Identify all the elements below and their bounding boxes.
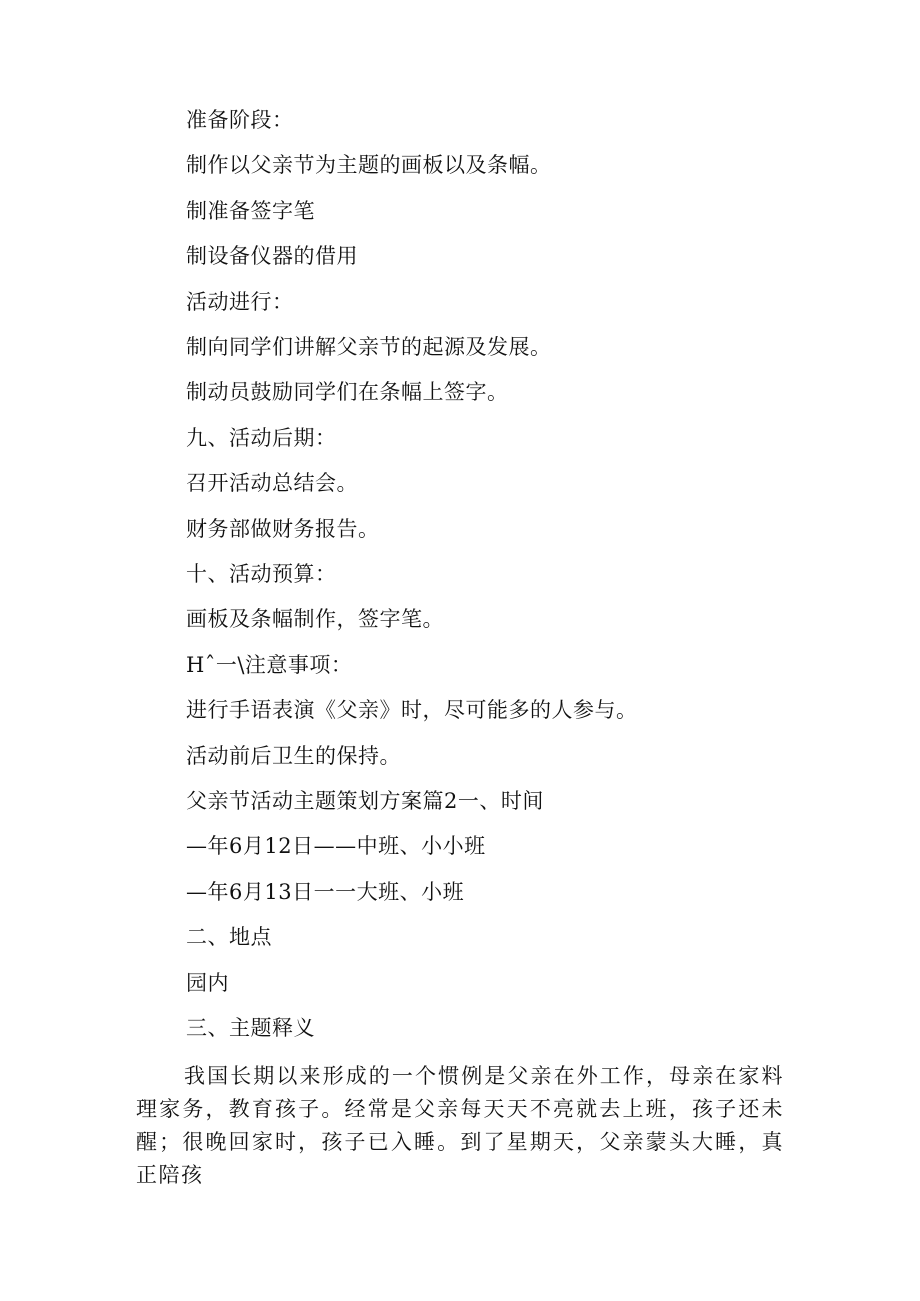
text-line: —年6月13日一一大班、小班 — [186, 880, 465, 904]
section-heading: 十、活动预算： — [186, 562, 337, 586]
text-line: 财务部做财务报告。 — [186, 517, 380, 541]
text-line: —年6月12日——中班、小小班 — [186, 834, 486, 858]
text-line: 画板及条幅制作，签字笔。 — [186, 607, 444, 631]
section-heading: Hˆ一\注意事项： — [186, 653, 353, 677]
text-line: 制准备签字笔 — [186, 199, 315, 223]
text-line: 准备阶段： — [186, 108, 294, 132]
text-line: 活动前后卫生的保持。 — [186, 744, 401, 768]
text-line: 制设备仪器的借用 — [186, 244, 358, 268]
text-line: 园内 — [186, 971, 229, 995]
body-paragraph: 我国长期以来形成的一个惯例是父亲在外工作，母亲在家料理家务，教育孩子。经常是父亲每天天不亮就去上班，孩子还未醒；很晚回家时，孩子已入睡。到了星期天，父亲蒙头大睡，真正陪孩 — [136, 1064, 784, 1187]
section-heading: 三、主题释义 — [186, 1016, 315, 1040]
text-line: 制向同学们讲解父亲节的起源及发展。 — [186, 335, 552, 359]
text-line: 活动进行： — [186, 290, 294, 314]
text-line: 进行手语表演《父亲》时，尽可能多的人参与。 — [186, 698, 638, 722]
text-line: 制动员鼓励同学们在条幅上签字。 — [186, 380, 509, 404]
text-line: 制作以父亲节为主题的画板以及条幅。 — [186, 153, 552, 177]
text-line: 召开活动总结会。 — [186, 471, 358, 495]
section-heading: 二、地点 — [186, 925, 272, 949]
section-heading: 九、活动后期： — [186, 426, 337, 450]
section-heading: 父亲节活动主题策划方案篇2一、时间 — [186, 789, 544, 813]
